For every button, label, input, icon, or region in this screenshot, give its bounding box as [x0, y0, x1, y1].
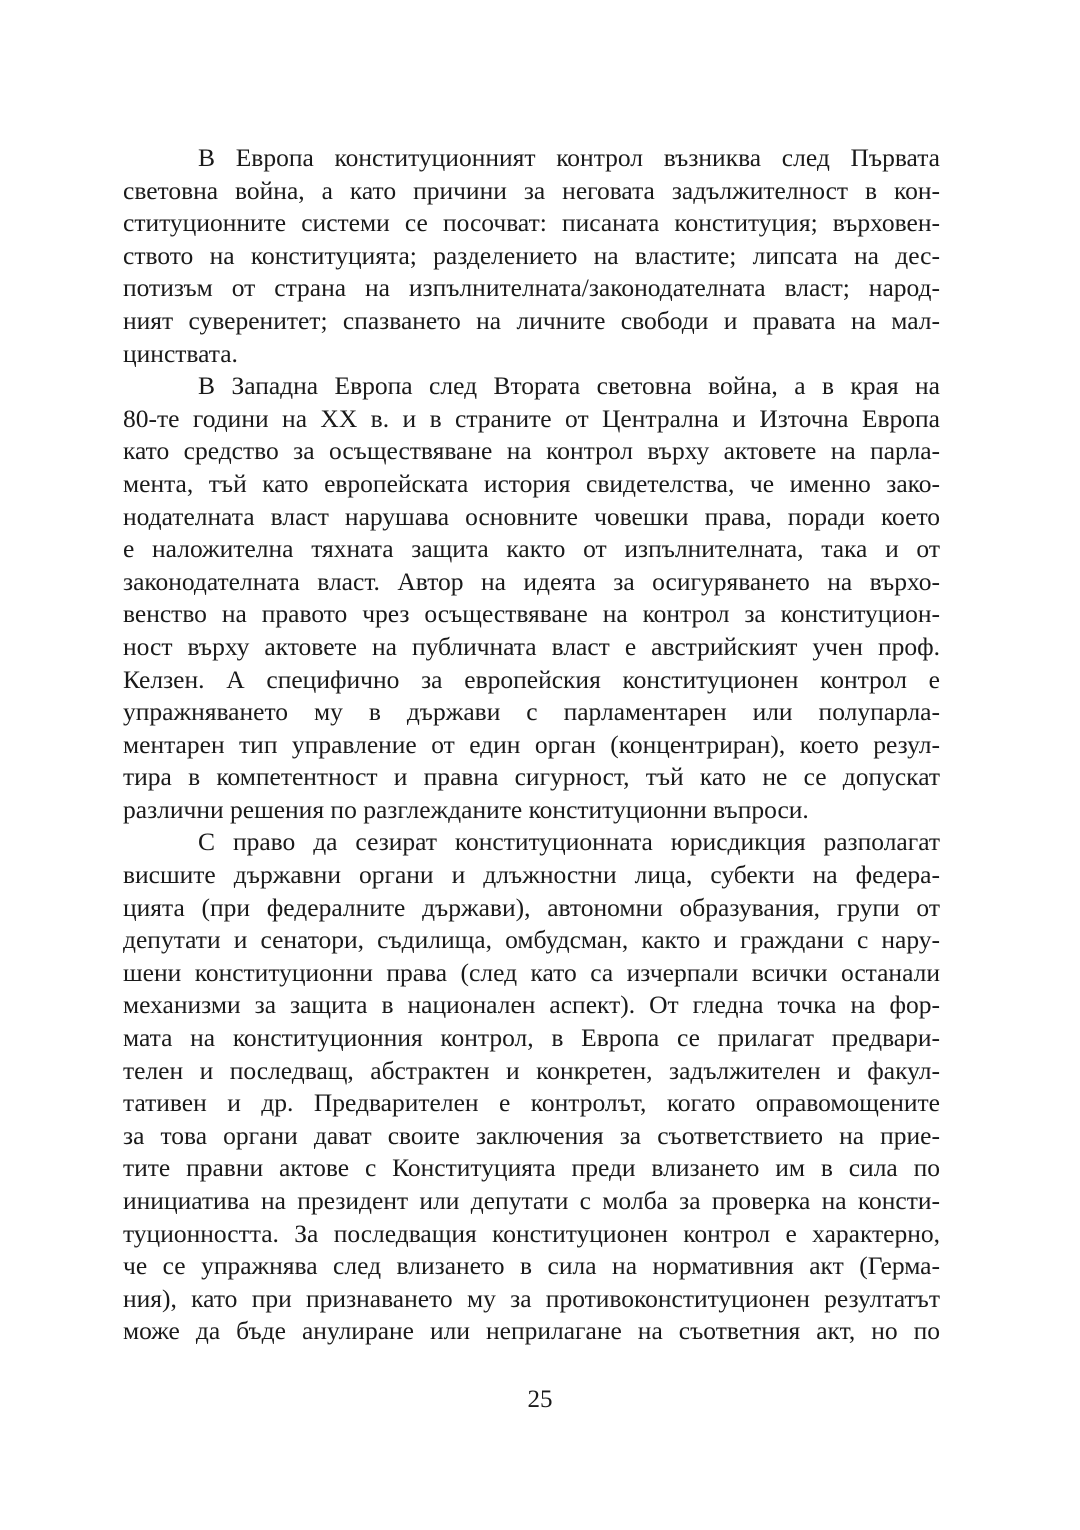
paragraph-3-line-1: С право да сезират конституционната юрисдикция разполагат — [198, 827, 940, 857]
body-text — [123, 142, 940, 1348]
paragraph-3-line-16: може да бъде анулиране или неприлагане на съответния акт, но по — [123, 1316, 940, 1346]
paragraph-1-line-5: потизъм от страна на изпълнителната/законодателната власт; народ- — [123, 273, 940, 303]
paragraph-2-line-6: е наложителна тяхната защита както от изпълнителната, така и от — [123, 534, 940, 564]
paragraph-3-line-13: туционността. За последващия конституционен контрол е характерно, — [123, 1218, 940, 1248]
paragraph-3-line-12: инициатива на президент или депутати с молба за проверка на консти- — [123, 1186, 940, 1215]
paragraph-1-line-3: ституционните системи се посочват: писаната конституция; върховен- — [123, 208, 940, 238]
paragraph-3-line-7: мата на конституционния контрол, в Европа се прилагат предвари- — [123, 1023, 940, 1053]
paragraph-3-line-11: тите правни актове с Конституцията преди влизането им в сила по — [123, 1153, 940, 1183]
paragraph-2-line-9: ност върху актовете на публичната власт е австрийският учен проф. — [123, 631, 940, 661]
paragraph-3-line-14: че се упражнява след влизането в сила на нормативния акт (Герма- — [123, 1251, 940, 1281]
paragraph-3-line-4: депутати и сенатори, съдилища, омбудсман, както и граждани с нару- — [123, 925, 940, 955]
paragraph-3-line-10: за това органи дават своите заключения за съответствието на прие- — [123, 1120, 940, 1150]
paragraph-1-line-7: цинствата. — [123, 338, 238, 368]
paragraph-1-line-6: ният суверенитет; спазването на личните свободи и правата на мал- — [123, 305, 940, 335]
paragraph-2-line-5: нодателната власт нарушава основните човешки права, поради което — [123, 501, 940, 531]
paragraph-2-line-1: В Западна Европа след Втората световна война, а в края на — [198, 371, 940, 401]
page-number: 25 — [527, 1386, 553, 1413]
paragraph-2-line-11: упражняването му в държави с парламентарен или полупарла- — [123, 697, 940, 727]
paragraph-3-line-15: ния), като при признаването му за противоконституционен резултатът — [123, 1283, 940, 1313]
paragraph-2-line-12: ментарен тип управление от един орган (концентриран), което резул- — [123, 729, 940, 759]
paragraph-2-line-10: Келзен. А специфично за европейския конституционен контрол е — [123, 664, 940, 694]
paragraph-3-line-8: телен и последващ, абстрактен и конкретен, задължителен и факул- — [123, 1055, 940, 1085]
paragraph-2-line-14: различни решения по разглежданите конституционни въпроси. — [123, 794, 809, 824]
paragraph-2-line-4: мента, тъй като европейската история свидетелства, че именно зако- — [123, 468, 940, 498]
paragraph-2-line-3: като средство за осъществяване на контрол върху актовете на парла- — [123, 436, 940, 466]
paragraph-3-line-5: шени конституционни права (след като са изчерпали всички останали — [123, 957, 940, 987]
paragraph-2-line-13: тира в компетентност и правна сигурност, тъй като не се допускат — [123, 762, 940, 792]
paragraph-2-line-2: 80-те години на XX в. и в страните от Централна и Източна Европа — [123, 403, 940, 433]
paragraph-1-line-4: ството на конституцията; разделението на властите; липсата на дес- — [123, 240, 940, 270]
paragraph-3-line-9: тативен и др. Предварителен е контролът, когато оправомощените — [123, 1088, 940, 1118]
paragraph-1-line-2: световна война, а като причини за неговата задължителност в кон- — [123, 175, 940, 205]
paragraph-3-line-2: висшите държавни органи и длъжностни лица, субекти на федера- — [123, 860, 940, 890]
paragraph-3-line-3: цията (при федералните държави), автономни образувания, групи от — [123, 892, 940, 922]
paragraph-3-line-6: механизми за защита в национален аспект). От гледна точка на фор- — [123, 990, 940, 1020]
paragraph-1-line-1: В Европа конституционният контрол възниква след Първата — [198, 143, 940, 172]
paragraph-2-line-8: венство на правото чрез осъществяване на контрол за конституцион- — [123, 599, 940, 629]
paragraph-2-line-7: законодателната власт. Автор на идеята за осигуряването на върхо- — [123, 566, 940, 596]
